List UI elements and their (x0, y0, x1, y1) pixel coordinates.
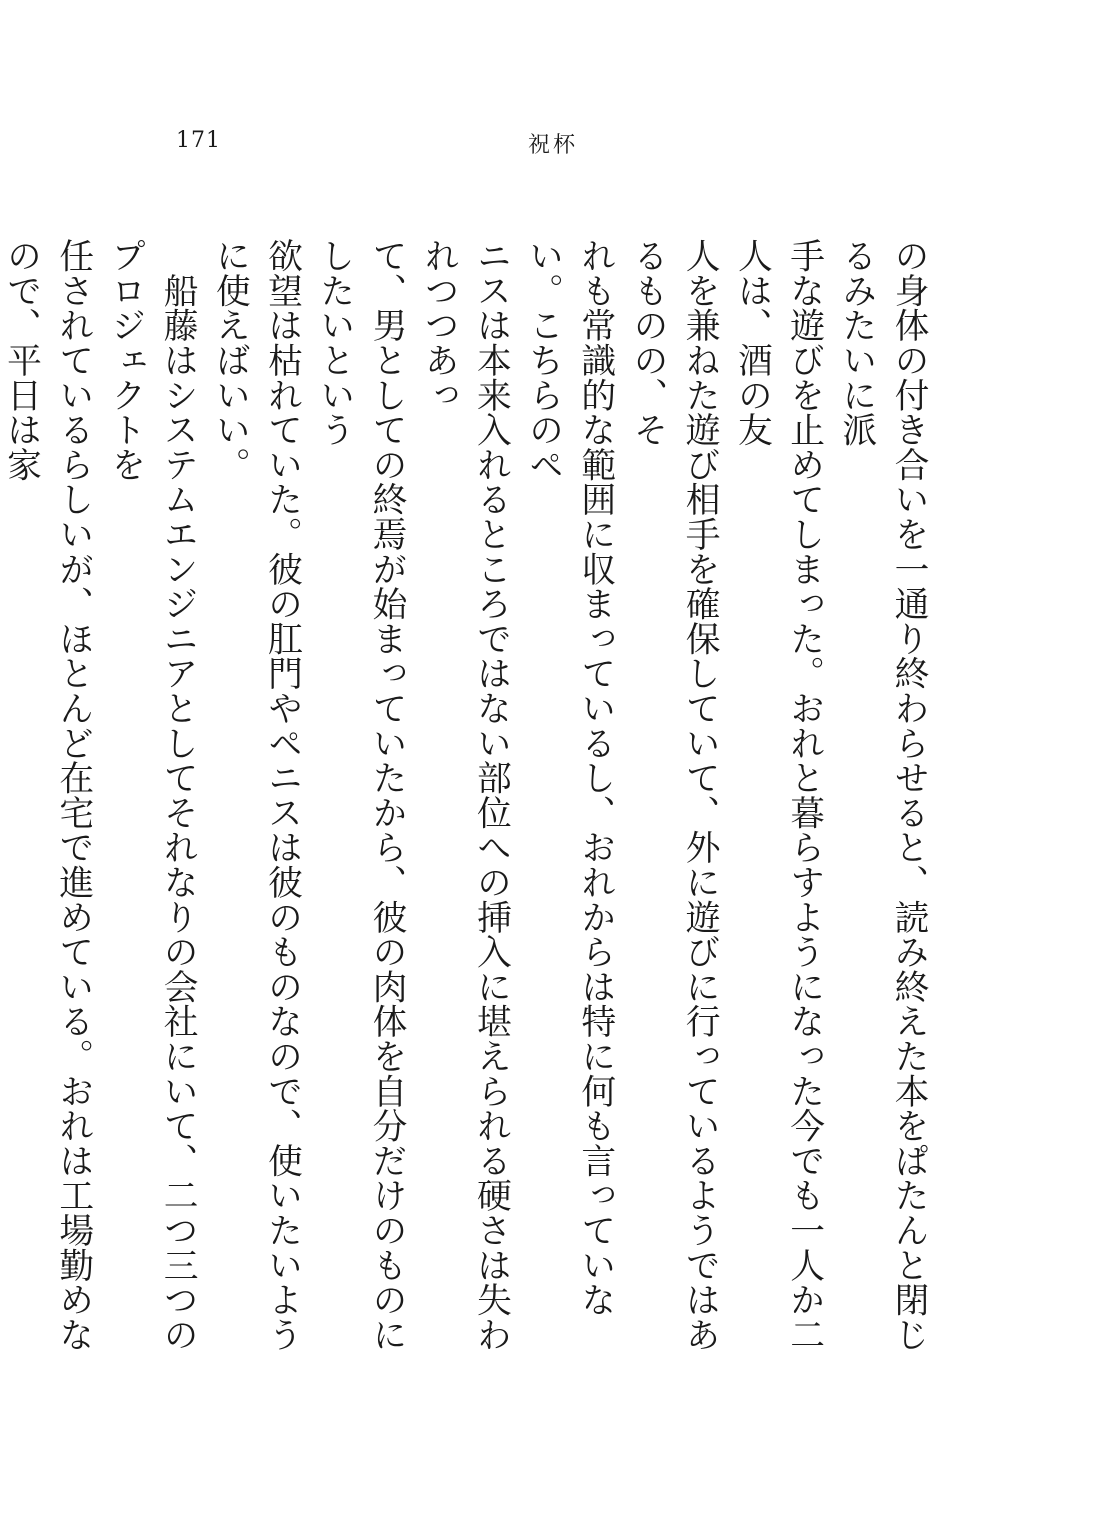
chapter-title: 祝杯 (528, 133, 579, 158)
vertical-body-text (0, 238, 934, 1378)
page-number: 171 (176, 128, 221, 153)
body-paragraphs: の身体の付き合いを一通り終わらせると、読み終えた本をぱたんと閉じるみたいに派 手な遊びを止めてしまった。おれと暮らすようになった今でも一人か二人は、酒の友 人を兼ねた遊び相手を確保していて、外に遊びに行っているようではあるものの、そ れも常識的な範囲に収まっているし、おれからは特に何も言っていない。こちらのペ ニスは本来入れるところではない部位への挿入に堪えられる硬さは失われつつあっ て、男としての終焉が始まっていたから、彼の肉体を自分だけのものにしたいという 欲望は枯れていた。彼の肛門やペニスは彼のものなので、使いたいように使えばいい。 船藤はシステムエンジニアとしてそれなりの会社にいて、二つ三つのプロジェクトを 任されているらしいが、ほとんど在宅で進めている。おれは工場勤めなので、平日は家 (0, 238, 928, 1352)
running-head (0, 128, 1110, 158)
